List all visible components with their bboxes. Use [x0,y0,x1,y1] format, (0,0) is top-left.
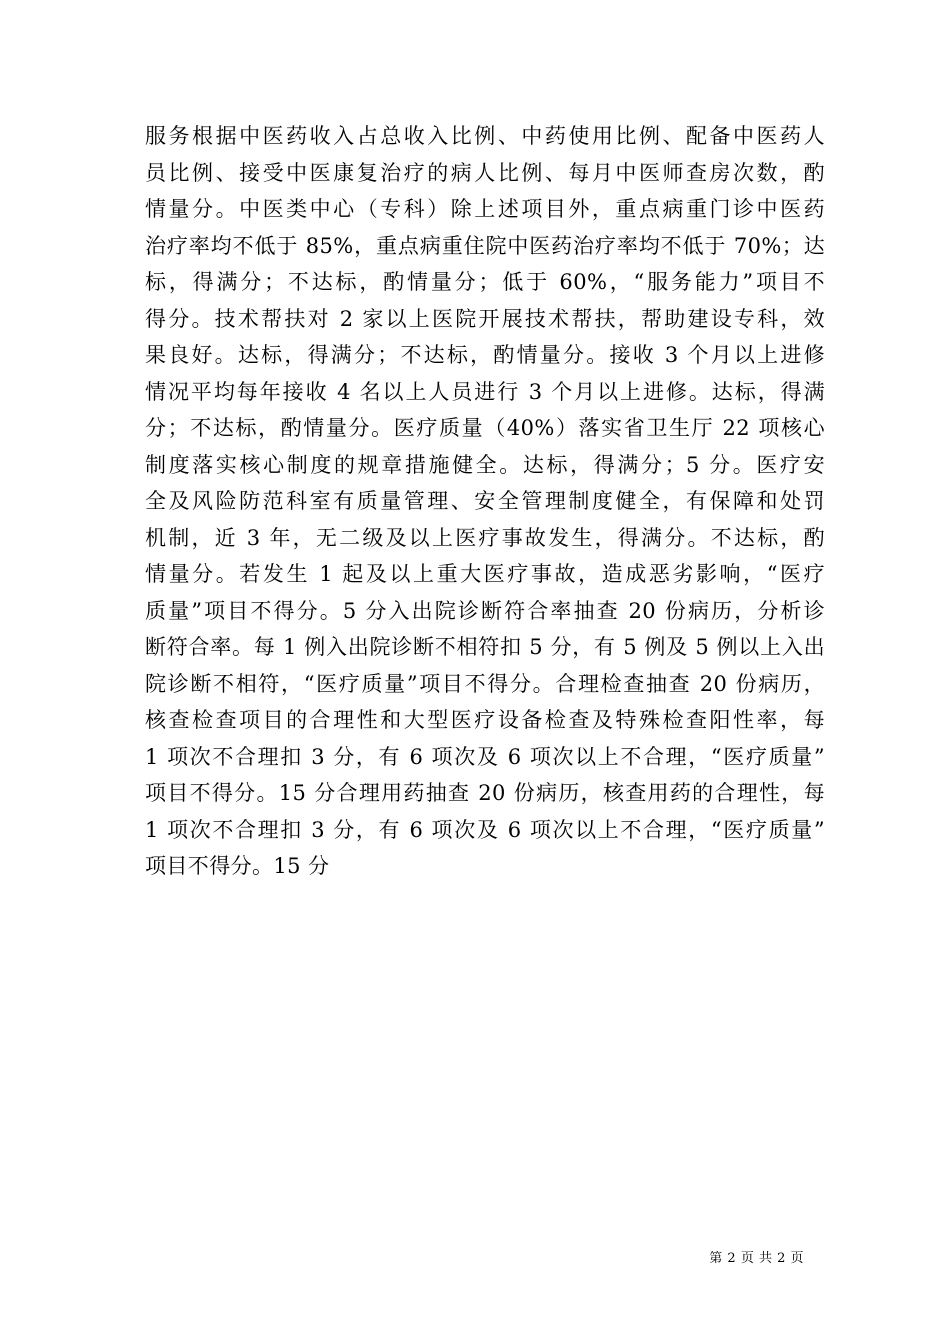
text-line: 项目不得分。15 分合理用药抽查 20 份病历，核查用药的合理性，每 [145,781,825,805]
text-line: 果良好。达标，得满分；不达标，酌情量分。接收 3 个月以上进修 [145,343,825,367]
text-line: 标，得满分；不达标，酌情量分；低于 60%，“服务能力”项目不 [145,270,825,294]
text-line: 1 项次不合理扣 3 分，有 6 项次及 6 项次以上不合理，“医疗质量” [145,817,825,842]
page-number-footer: 第 2 页 共 2 页 [709,1251,804,1266]
text-line: 质量”项目不得分。5 分入出院诊断符合率抽查 20 份病历，分析诊 [145,598,825,623]
body-text [145,118,825,885]
text-line: 1 项次不合理扣 3 分，有 6 项次及 6 项次以上不合理，“医疗质量” [145,744,825,769]
text-line: 机制，近 3 年，无二级及以上医疗事故发生，得满分。不达标，酌 [145,525,825,550]
text-line: 院诊断不相符，“医疗质量”项目不得分。合理检查抽查 20 份病历， [145,671,825,696]
text-line: 治疗率均不低于 85%，重点病重住院中医药治疗率均不低于 70%；达 [145,233,825,258]
text-line: 员比例、接受中医康复治疗的病人比例、每月中医师查房次数，酌 [145,160,825,185]
text-line: 情量分。中医类中心（专科）除上述项目外，重点病重门诊中医药 [145,197,825,221]
text-line: 情况平均每年接收 4 名以上人员进行 3 个月以上进修。达标，得满 [145,379,825,404]
text-line: 得分。技术帮扶对 2 家以上医院开展技术帮扶，帮助建设专科，效 [145,306,825,331]
text-line: 断符合率。每 1 例入出院诊断不相符扣 5 分，有 5 例及 5 例以上入出 [145,635,825,659]
text-line: 分；不达标，酌情量分。医疗质量（40%）落实省卫生厅 22 项核心 [145,416,825,440]
text-line: 服务根据中医药收入占总收入比例、中药使用比例、配备中医药人 [145,124,825,148]
text-line: 核查检查项目的合理性和大型医疗设备检查及特殊检查阳性率，每 [145,708,825,732]
text-line: 情量分。若发生 1 起及以上重大医疗事故，造成恶劣影响，“医疗 [145,562,825,586]
text-line: 制度落实核心制度的规章措施健全。达标，得满分；5 分。医疗安 [145,452,825,477]
text-line: 项目不得分。15 分 [145,854,330,878]
text-line: 全及风险防范科室有质量管理、安全管理制度健全，有保障和处罚 [145,489,825,513]
